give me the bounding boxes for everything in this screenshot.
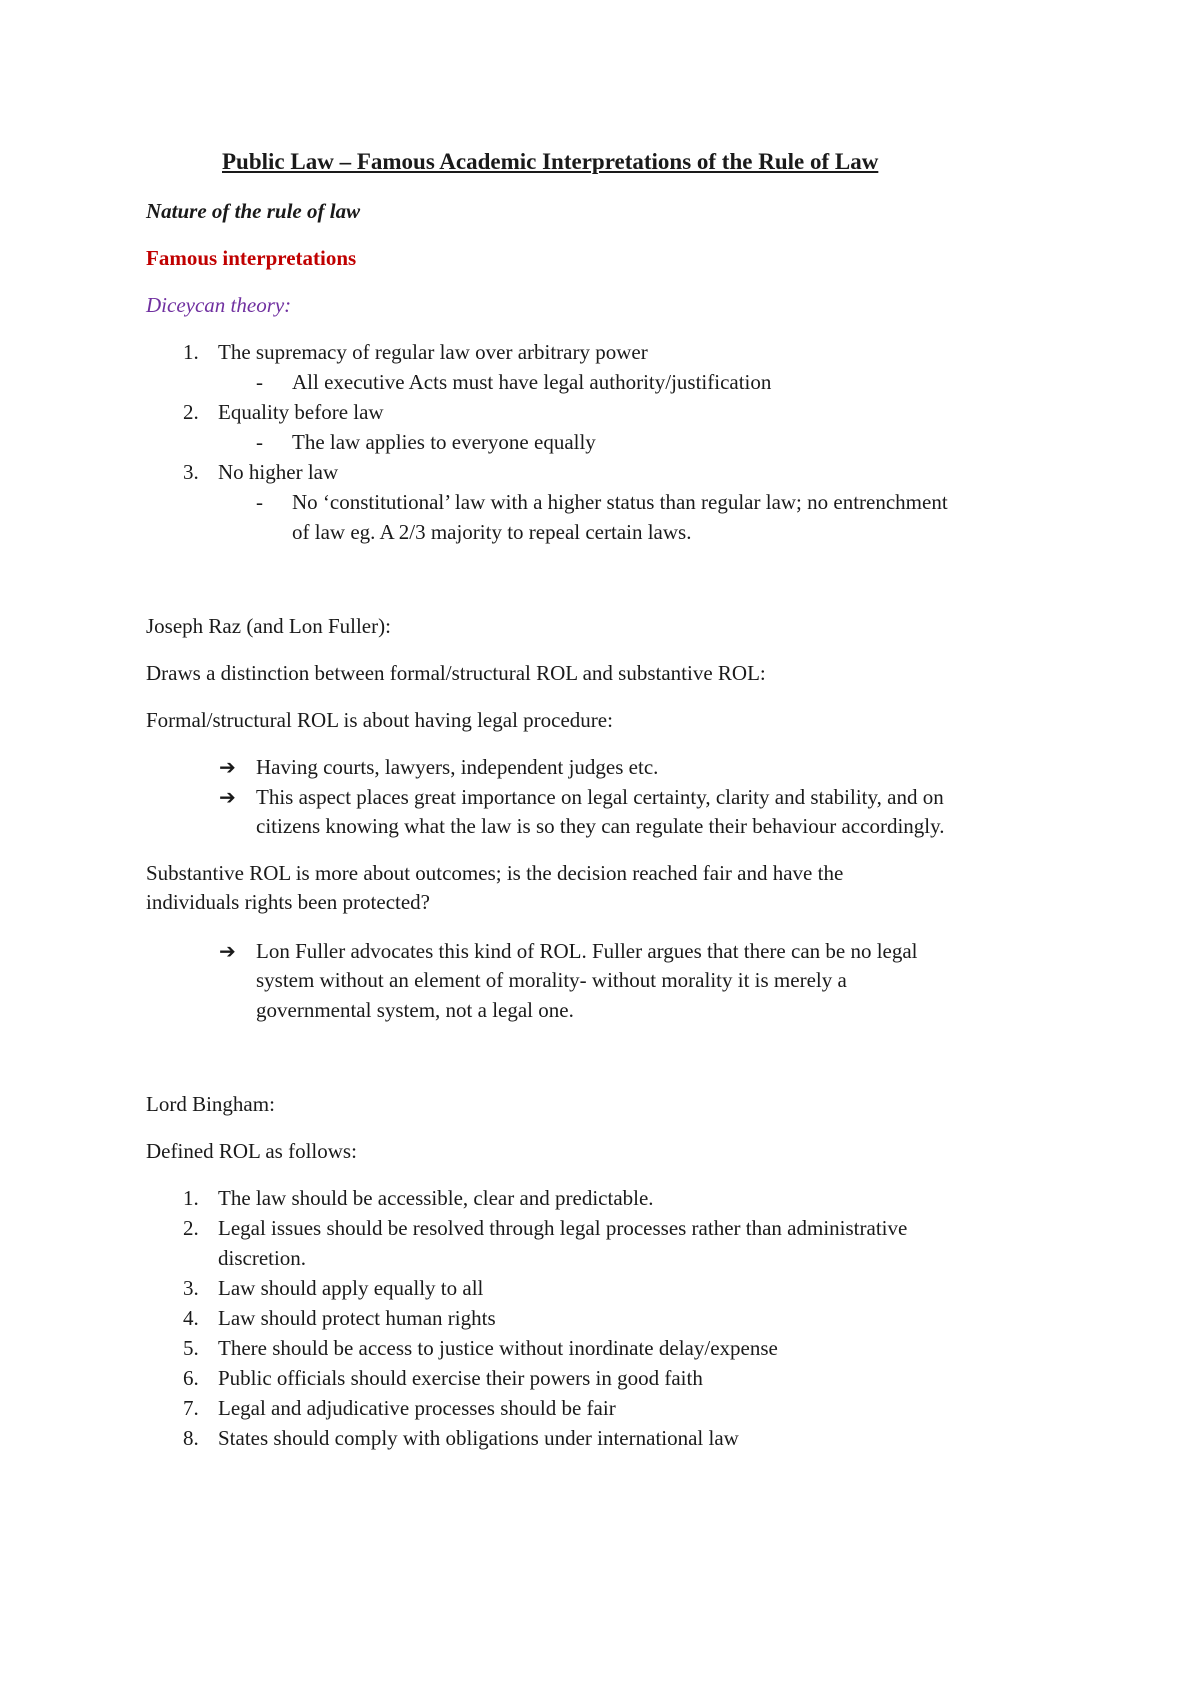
arrow-item-text: Having courts, lawyers, independent judges etc. bbox=[256, 755, 659, 779]
list-item-text: Law should protect human rights bbox=[218, 1306, 496, 1330]
list-number: 6. bbox=[183, 1366, 199, 1390]
raz-paragraph-2: Formal/structural ROL is about having legal procedure: bbox=[146, 708, 613, 732]
dicey-heading: Diceycan theory: bbox=[146, 293, 292, 317]
list-item-text: No higher law bbox=[218, 460, 339, 484]
bingham-heading: Lord Bingham: bbox=[146, 1092, 275, 1116]
sub-item-text: The law applies to everyone equally bbox=[292, 430, 596, 454]
list-item-text: Legal issues should be resolved through legal processes rather than administrative bbox=[218, 1216, 908, 1240]
arrow-item-text-continued: system without an element of morality- without morality it is merely a bbox=[256, 968, 847, 992]
nature-heading: Nature of the rule of law bbox=[146, 199, 361, 223]
list-number: 4. bbox=[183, 1306, 199, 1330]
list-item-text: Equality before law bbox=[218, 400, 384, 424]
list-item-text: There should be access to justice without inordinate delay/expense bbox=[218, 1336, 778, 1360]
raz-paragraph-3-continued: individuals rights been protected? bbox=[146, 890, 431, 914]
arrow-item-text: This aspect places great importance on legal certainty, clarity and stability, and on bbox=[256, 785, 944, 809]
list-item-text: Legal and adjudicative processes should be fair bbox=[218, 1396, 616, 1420]
sub-item-text: No ‘constitutional’ law with a higher status than regular law; no entrenchment bbox=[292, 490, 948, 514]
list-item-text: States should comply with obligations under international law bbox=[218, 1426, 739, 1450]
sub-item-text: All executive Acts must have legal authority/justification bbox=[292, 370, 772, 394]
list-number: 1. bbox=[183, 1186, 199, 1210]
arrow-item-text: Lon Fuller advocates this kind of ROL. Fuller argues that there can be no legal bbox=[256, 939, 918, 963]
list-number: 1. bbox=[183, 340, 199, 364]
list-number: 3. bbox=[183, 460, 199, 484]
sub-item-dash: - bbox=[256, 370, 263, 394]
list-item-text-continued: discretion. bbox=[218, 1246, 307, 1270]
document-title: Public Law – Famous Academic Interpretations of the Rule of Law bbox=[222, 149, 879, 174]
list-number: 5. bbox=[183, 1336, 199, 1360]
arrow-bullet-icon: ➔ bbox=[219, 755, 236, 779]
arrow-item-text-continued: governmental system, not a legal one. bbox=[256, 998, 574, 1022]
sub-item-text-continued: of law eg. A 2/3 majority to repeal certain laws. bbox=[292, 520, 692, 544]
list-number: 7. bbox=[183, 1396, 199, 1420]
list-item-text: Public officials should exercise their powers in good faith bbox=[218, 1366, 703, 1390]
raz-heading: Joseph Raz (and Lon Fuller): bbox=[146, 614, 391, 638]
raz-paragraph-1: Draws a distinction between formal/structural ROL and substantive ROL: bbox=[146, 661, 766, 685]
sub-item-dash: - bbox=[256, 430, 263, 454]
arrow-bullet-icon: ➔ bbox=[219, 785, 236, 809]
arrow-item-text-continued: citizens knowing what the law is so they can regulate their behaviour accordingly. bbox=[256, 814, 945, 838]
bingham-intro: Defined ROL as follows: bbox=[146, 1139, 357, 1163]
list-number: 2. bbox=[183, 1216, 199, 1240]
raz-paragraph-3: Substantive ROL is more about outcomes; is the decision reached fair and have the bbox=[146, 861, 844, 885]
list-item-text: The supremacy of regular law over arbitrary power bbox=[218, 340, 648, 364]
list-item-text: Law should apply equally to all bbox=[218, 1276, 484, 1300]
famous-interpretations-heading: Famous interpretations bbox=[146, 246, 357, 270]
arrow-bullet-icon: ➔ bbox=[219, 939, 236, 963]
list-number: 3. bbox=[183, 1276, 199, 1300]
list-number: 2. bbox=[183, 400, 199, 424]
sub-item-dash: - bbox=[256, 490, 263, 514]
list-number: 8. bbox=[183, 1426, 199, 1450]
list-item-text: The law should be accessible, clear and predictable. bbox=[218, 1186, 654, 1210]
